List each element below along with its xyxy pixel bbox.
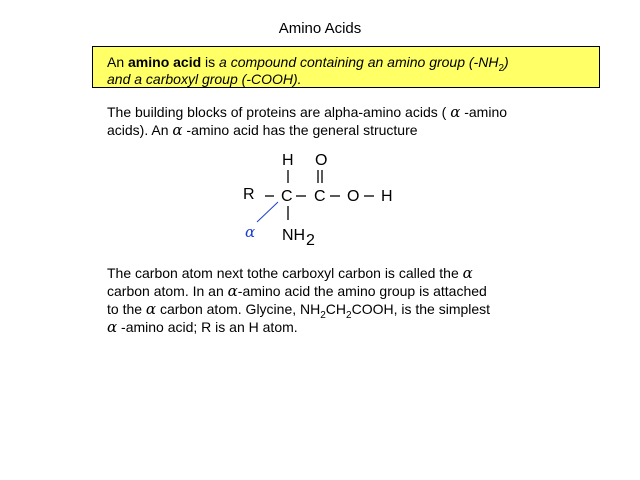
explanation-text: -amino acid; R is an H atom. — [117, 319, 298, 335]
atom-h-top: H — [282, 152, 294, 169]
atom-r: R — [243, 186, 255, 203]
formula-subscript: 2 — [320, 310, 326, 321]
intro-text: The building blocks of proteins are alpha-amino acids ( — [107, 104, 451, 120]
definition-line-1 — [107, 54, 509, 74]
intro-text: acids). An — [107, 122, 173, 138]
explanation-text: carbon atom. In an — [107, 283, 228, 299]
explanation-line-4 — [107, 319, 298, 337]
alpha-pointer-line — [257, 202, 278, 222]
definition-amino-group: a compound containing an amino group (-NH — [219, 54, 499, 70]
intro-text: -amino — [460, 104, 508, 120]
definition-close-paren: ) — [504, 54, 509, 70]
alpha-symbol: α — [462, 264, 473, 282]
intro-line-1 — [107, 104, 507, 122]
definition-term: amino acid — [128, 54, 202, 70]
atom-nh-subscript: 2 — [306, 232, 315, 249]
definition-prefix: An — [107, 54, 129, 70]
atom-c-carboxyl: C — [314, 188, 326, 205]
definition-line-2 — [107, 71, 302, 87]
explanation-line-3 — [107, 301, 490, 321]
atom-c-alpha: C — [281, 188, 293, 205]
alpha-symbol: α — [145, 300, 157, 318]
explanation-line-2 — [107, 283, 487, 301]
explanation-text: -amino acid the amino group is attached — [237, 283, 487, 299]
alpha-label: α — [245, 223, 256, 241]
definition-subscript: 2 — [498, 63, 504, 74]
alpha-symbol: α — [172, 121, 183, 139]
definition-carboxyl-group: and a carboxyl group (-COOH). — [107, 71, 302, 87]
explanation-text: COOH, is the simplest — [351, 301, 491, 317]
atom-o-top: O — [315, 152, 328, 169]
alpha-symbol: α — [450, 103, 461, 121]
alpha-symbol: α — [227, 282, 238, 300]
explanation-text: to the — [107, 301, 146, 317]
explanation-text: The carbon atom next tothe carboxyl carbon is called the — [107, 265, 463, 281]
amino-acid-structure — [230, 140, 410, 250]
explanation-line-1 — [107, 265, 473, 283]
atom-o-hydroxyl: O — [347, 188, 360, 205]
explanation-text: CH — [325, 301, 347, 317]
alpha-symbol: α — [107, 318, 118, 336]
definition-is: is — [201, 54, 220, 70]
atom-nh: NH — [282, 227, 306, 244]
explanation-text: carbon atom. Glycine, NH — [156, 301, 321, 317]
definition-box — [92, 46, 600, 88]
intro-text: -amino acid has the general structure — [182, 122, 418, 138]
formula-subscript: 2 — [346, 310, 352, 321]
atom-h-hydroxyl: H — [381, 188, 393, 205]
page-title: Amino Acids — [278, 20, 362, 37]
intro-line-2 — [107, 122, 418, 140]
